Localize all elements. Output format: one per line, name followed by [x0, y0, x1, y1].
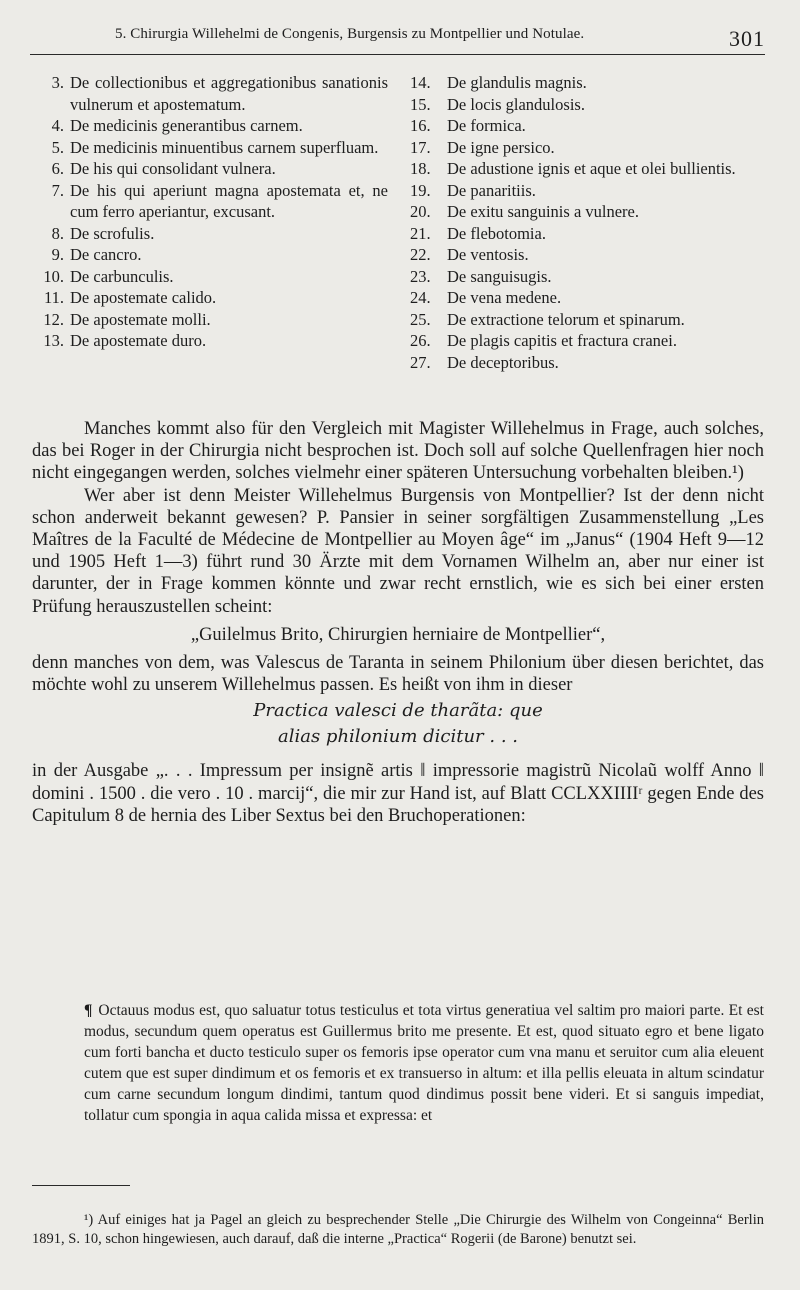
chapter-list	[30, 72, 770, 407]
chapter-title: De vena medene.	[447, 288, 562, 307]
chapter-number: 21.	[410, 223, 431, 243]
chapter-item	[410, 115, 770, 137]
paragraph: denn manches von dem, was Valescus de Taranta in seinem Philonium über diesen berichtet, das möchte wohl zu unserem Willehelmus passen. Es heißt von ihm in dieser	[32, 653, 764, 696]
chapter-item	[410, 158, 770, 180]
chapter-list-left	[30, 72, 388, 352]
chapter-item	[30, 137, 388, 159]
chapter-number: 26.	[410, 331, 431, 350]
footnote: ¹) Auf einiges hat ja Pagel an gleich zu besprechender Stelle „Die Chirurgie des Wilhelm von Congeinna“ Berlin 1891, S. 10, schon hingewiesen, auch darauf, daß die interne „Practica“ Rogerii (de Barone) benutzt sei.	[32, 1211, 764, 1247]
footnote-rule	[32, 1185, 130, 1186]
chapter-title: De deceptoribus.	[447, 352, 559, 372]
quotation-text: Octauus modus est, quo saluatur totus testiculus et tota virtus generatiua vel saltim pro maiori parte. Et est modus, secundum quem operatus est Guillermus brito me presente. Et est, quod situato egro et bene ligato cum forti bancha et ducto testiculo super os femoris ipse operator cum vna manu et seruitor cum alia eleuent cutem que est super dindimum et os femoris et ex transuerso in altum: et illa pellis eleuata in altum scindatur cum carne secundum longum dindimi, tantum quod dindimus possit bene videri. Et si sanguis impediat, tollatur cum spongia in aqua calida missa et expressa: et	[84, 1002, 764, 1124]
chapter-title: De cancro.	[70, 245, 142, 264]
chapter-item	[410, 244, 770, 266]
chapter-item	[410, 266, 770, 288]
running-head: 5. Chirurgia Willehelmi de Congenis, Burgensis zu Montpellier und Notulae.	[115, 26, 585, 42]
chapter-title: De formica.	[447, 116, 526, 135]
chapter-item	[30, 72, 388, 115]
chapter-title: De igne persico.	[447, 137, 555, 157]
page-number: 301	[729, 26, 765, 51]
chapter-title: De plagis capitis et fractura cranei.	[447, 331, 677, 350]
chapter-number: 18.	[410, 159, 431, 178]
chapter-title: De glandulis magnis.	[447, 73, 587, 92]
chapter-item	[410, 287, 770, 309]
chapter-title: De medicinis generantibus carnem.	[70, 116, 303, 135]
chapter-number: 8.	[51, 223, 64, 243]
chapter-item	[30, 115, 388, 137]
cited-name: „Guilelmus Brito, Chirurgien herniaire de Montpellier“,	[190, 624, 606, 645]
chapter-item	[30, 223, 388, 245]
chapter-title: De carbunculis.	[70, 266, 174, 286]
chapter-title: De collectionibus et aggregationibus sanationis vulnerum et apostematum.	[70, 73, 388, 114]
page-header	[30, 22, 765, 55]
chapter-number: 25.	[410, 309, 431, 329]
paragraph: Manches kommt also für den Vergleich mit Magister Willehelmus in Frage, auch solches, das bei Roger in der Chirurgia nicht besprochen ist. Doch soll auf solche Quellenfragen hier noch nicht eingegangen werden, solches vielmehr einer späteren Untersuchung vorbehalten bleiben.¹)	[32, 419, 764, 484]
blackletter-line: alias philonium dicitur . . .	[277, 726, 518, 748]
chapter-title: De flebotomia.	[447, 223, 546, 243]
chapter-title: De apostemate calido.	[70, 288, 217, 307]
chapter-number: 3.	[51, 73, 64, 92]
blackletter-line: Practica valesci de tharãta: que	[253, 700, 543, 722]
chapter-item	[410, 352, 770, 374]
chapter-number: 24.	[410, 288, 431, 307]
chapter-title: De panaritiis.	[447, 180, 536, 200]
chapter-number: 6.	[51, 159, 64, 178]
chapter-number: 10.	[43, 266, 64, 286]
chapter-title: De exitu sanguinis a vulnere.	[447, 202, 639, 221]
chapter-number: 15.	[410, 94, 431, 114]
chapter-title: De his qui consolidant vulnera.	[70, 159, 276, 178]
chapter-item	[30, 266, 388, 288]
chapter-item	[410, 201, 770, 223]
chapter-title: De medicinis minuentibus carnem superfluam.	[70, 137, 379, 157]
paragraph: in der Ausgabe „. . . Impressum per insignẽ artis ‖ impressorie magistrũ Nicolaũ wolff Anno ‖ domini . 1500 . die vero . 10 . marcij“, die mir zur Hand ist, auf Blatt CCLXXIIIIʳ gegen Ende des Capitulum 8 de hernia des Liber Sextus bei den Bruchoperationen:	[32, 761, 764, 826]
chapter-item	[30, 287, 388, 309]
chapter-item	[410, 330, 770, 352]
blackletter-title	[32, 698, 764, 750]
chapter-number: 9.	[51, 245, 64, 264]
chapter-number: 11.	[43, 288, 64, 307]
chapter-title: De scrofulis.	[70, 223, 155, 243]
chapter-title: De ventosis.	[447, 245, 529, 264]
chapter-number: 23.	[410, 266, 431, 286]
chapter-number: 12.	[43, 309, 64, 329]
chapter-number: 17.	[410, 137, 431, 157]
chapter-item	[410, 94, 770, 116]
chapter-item	[30, 330, 388, 352]
chapter-item	[410, 223, 770, 245]
body-text	[32, 418, 764, 827]
chapter-number: 14.	[410, 73, 431, 92]
chapter-number: 20.	[410, 202, 431, 221]
chapter-item	[30, 180, 388, 223]
chapter-item	[30, 158, 388, 180]
paragraph: Wer aber ist denn Meister Willehelmus Burgensis von Montpellier? Ist der denn nicht schon anderweit bekannt gewesen? P. Pansier in seiner sorgfältigen Zusammenstellung „Les Maîtres de la Faculté de Médecine de Montpellier au Moyen âge“ im „Janus“ (1904 Heft 9—12 und 1905 Heft 1—3) führt rund 30 Ärzte mit dem Vornamen Wilhelm an, aber nur einer ist darunter, der in Frage kommen könnte und zwar recht ernstlich, wie es sich bei einer ersten Prüfung herauszustellen scheint:	[32, 485, 764, 617]
chapter-title: De apostemate molli.	[70, 309, 211, 329]
chapter-number: 27.	[410, 352, 431, 372]
chapter-item	[30, 244, 388, 266]
chapter-number: 13.	[43, 331, 64, 350]
chapter-number: 16.	[410, 116, 431, 135]
chapter-title: De adustione ignis et aque et olei bullientis.	[447, 159, 736, 178]
chapter-list-right	[410, 72, 770, 373]
chapter-title: De apostemate duro.	[70, 331, 207, 350]
pilcrow-mark: ¶	[84, 1002, 93, 1019]
chapter-item	[410, 309, 770, 331]
chapter-number: 4.	[51, 116, 64, 135]
chapter-item	[410, 180, 770, 202]
chapter-title: De locis glandulosis.	[447, 94, 585, 114]
chapter-title: De extractione telorum et spinarum.	[447, 309, 685, 329]
chapter-item	[410, 137, 770, 159]
chapter-title: De sanguisugis.	[447, 266, 552, 286]
chapter-number: 7.	[51, 180, 64, 200]
chapter-item	[30, 309, 388, 331]
chapter-item	[410, 72, 770, 94]
latin-quotation	[84, 1000, 764, 1126]
chapter-number: 5.	[51, 137, 64, 157]
chapter-number: 22.	[410, 245, 431, 264]
chapter-number: 19.	[410, 180, 431, 200]
chapter-title: De his qui aperiunt magna apostemata et, ne cum ferro aperiantur, excusant.	[70, 180, 388, 221]
